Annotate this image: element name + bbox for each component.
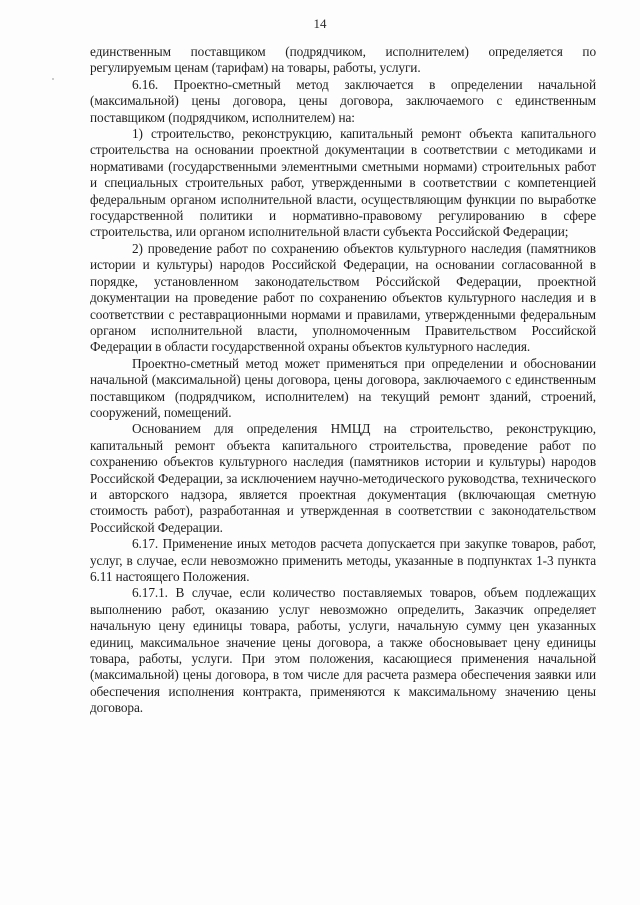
document-body <box>90 44 596 717</box>
list-item-1: 1) строительство, реконструкцию, капитальный ремонт объекта капитального строительства на основании проектной документации в соответствии с методиками и нормативами (государственными элементными сметными нормами) строительных работ и специальных строительных работ, утвержденными в соответствии с компетенцией федеральным органом исполнительной власти, осуществляющим функции по выработке государственной политики и нормативно-правовому регулированию в сфере строительства, или органом исполнительной власти субъекта Российской Федерации; <box>90 126 596 240</box>
list-item-2: 2) проведение работ по сохранению объектов культурного наследия (памятников истории и культуры) народов Российской Федерации, на основании согласованной в порядке, установленном законодательством Российской Федерации, проектной документации на проведение работ по сохранению объектов культурного наследия и в соответствии с реставрационными нормами и правилами, утвержденными федеральным органом исполнительной власти, уполномоченным Правительством Российской Федерации в области государственной охраны объектов культурного наследия. <box>90 240 596 355</box>
scan-speck <box>52 78 54 80</box>
paragraph-6-17: 6.17. Применение иных методов расчета допускается при закупке товаров, работ, услуг, в случае, если невозможно применить методы, указанные в подпунктах 1-3 пункта 6.11 настоящего Положения. <box>90 536 596 584</box>
paragraph-continuation: единственным поставщиком (подрядчиком, исполнителем) определяется по регулируемым ценам (тарифам) на товары, работы, услуги. <box>90 44 596 76</box>
paragraph-6-17-1: 6.17.1. В случае, если количество поставляемых товаров, объем подлежащих выполнению работ, оказанию услуг невозможно определить, Заказчик определяет начальную цену единицы товара, работы, услуги, начальную сумму цен указанных единиц, максимальное значение цены договора, а также обосновывает цену единицы товара, работы, услуги. При этом положения, касающиеся применения начальной (максимальной) цены договора, в том числе для расчета размера обеспечения заявки или обеспечения исполнения контракта, применяются к максимальному значению цены договора. <box>90 585 596 716</box>
paragraph-basis: Основанием для определения НМЦД на строительство, реконструкцию, капитальный ремонт объекта капитального строительства, проведение работ по сохранению объектов культурного наследия (памятников истории и культуры) народов Российской Федерации, за исключением научно-методического руководства, технического и авторского надзора, является проектная документация (включающая сметную стоимость работ), разработанная и утвержденная в соответствии с законодательством Российской Федерации. <box>90 421 596 535</box>
paragraph-project-method: Проектно-сметный метод может применяться при определении и обосновании начальной (максимальной) цены договора, цены договора, заключаемого с единственным поставщиком (подрядчиком, исполнителем) на текущий ремонт зданий, строений, сооружений, помещений. <box>90 355 596 420</box>
paragraph-6-16: 6.16. Проектно-сметный метод заключается в определении начальной (максимальной) цены договора, цены договора, заключаемого с единственным поставщиком (подрядчиком, исполнителем) на: <box>90 76 596 125</box>
page-number: 14 <box>313 16 327 31</box>
